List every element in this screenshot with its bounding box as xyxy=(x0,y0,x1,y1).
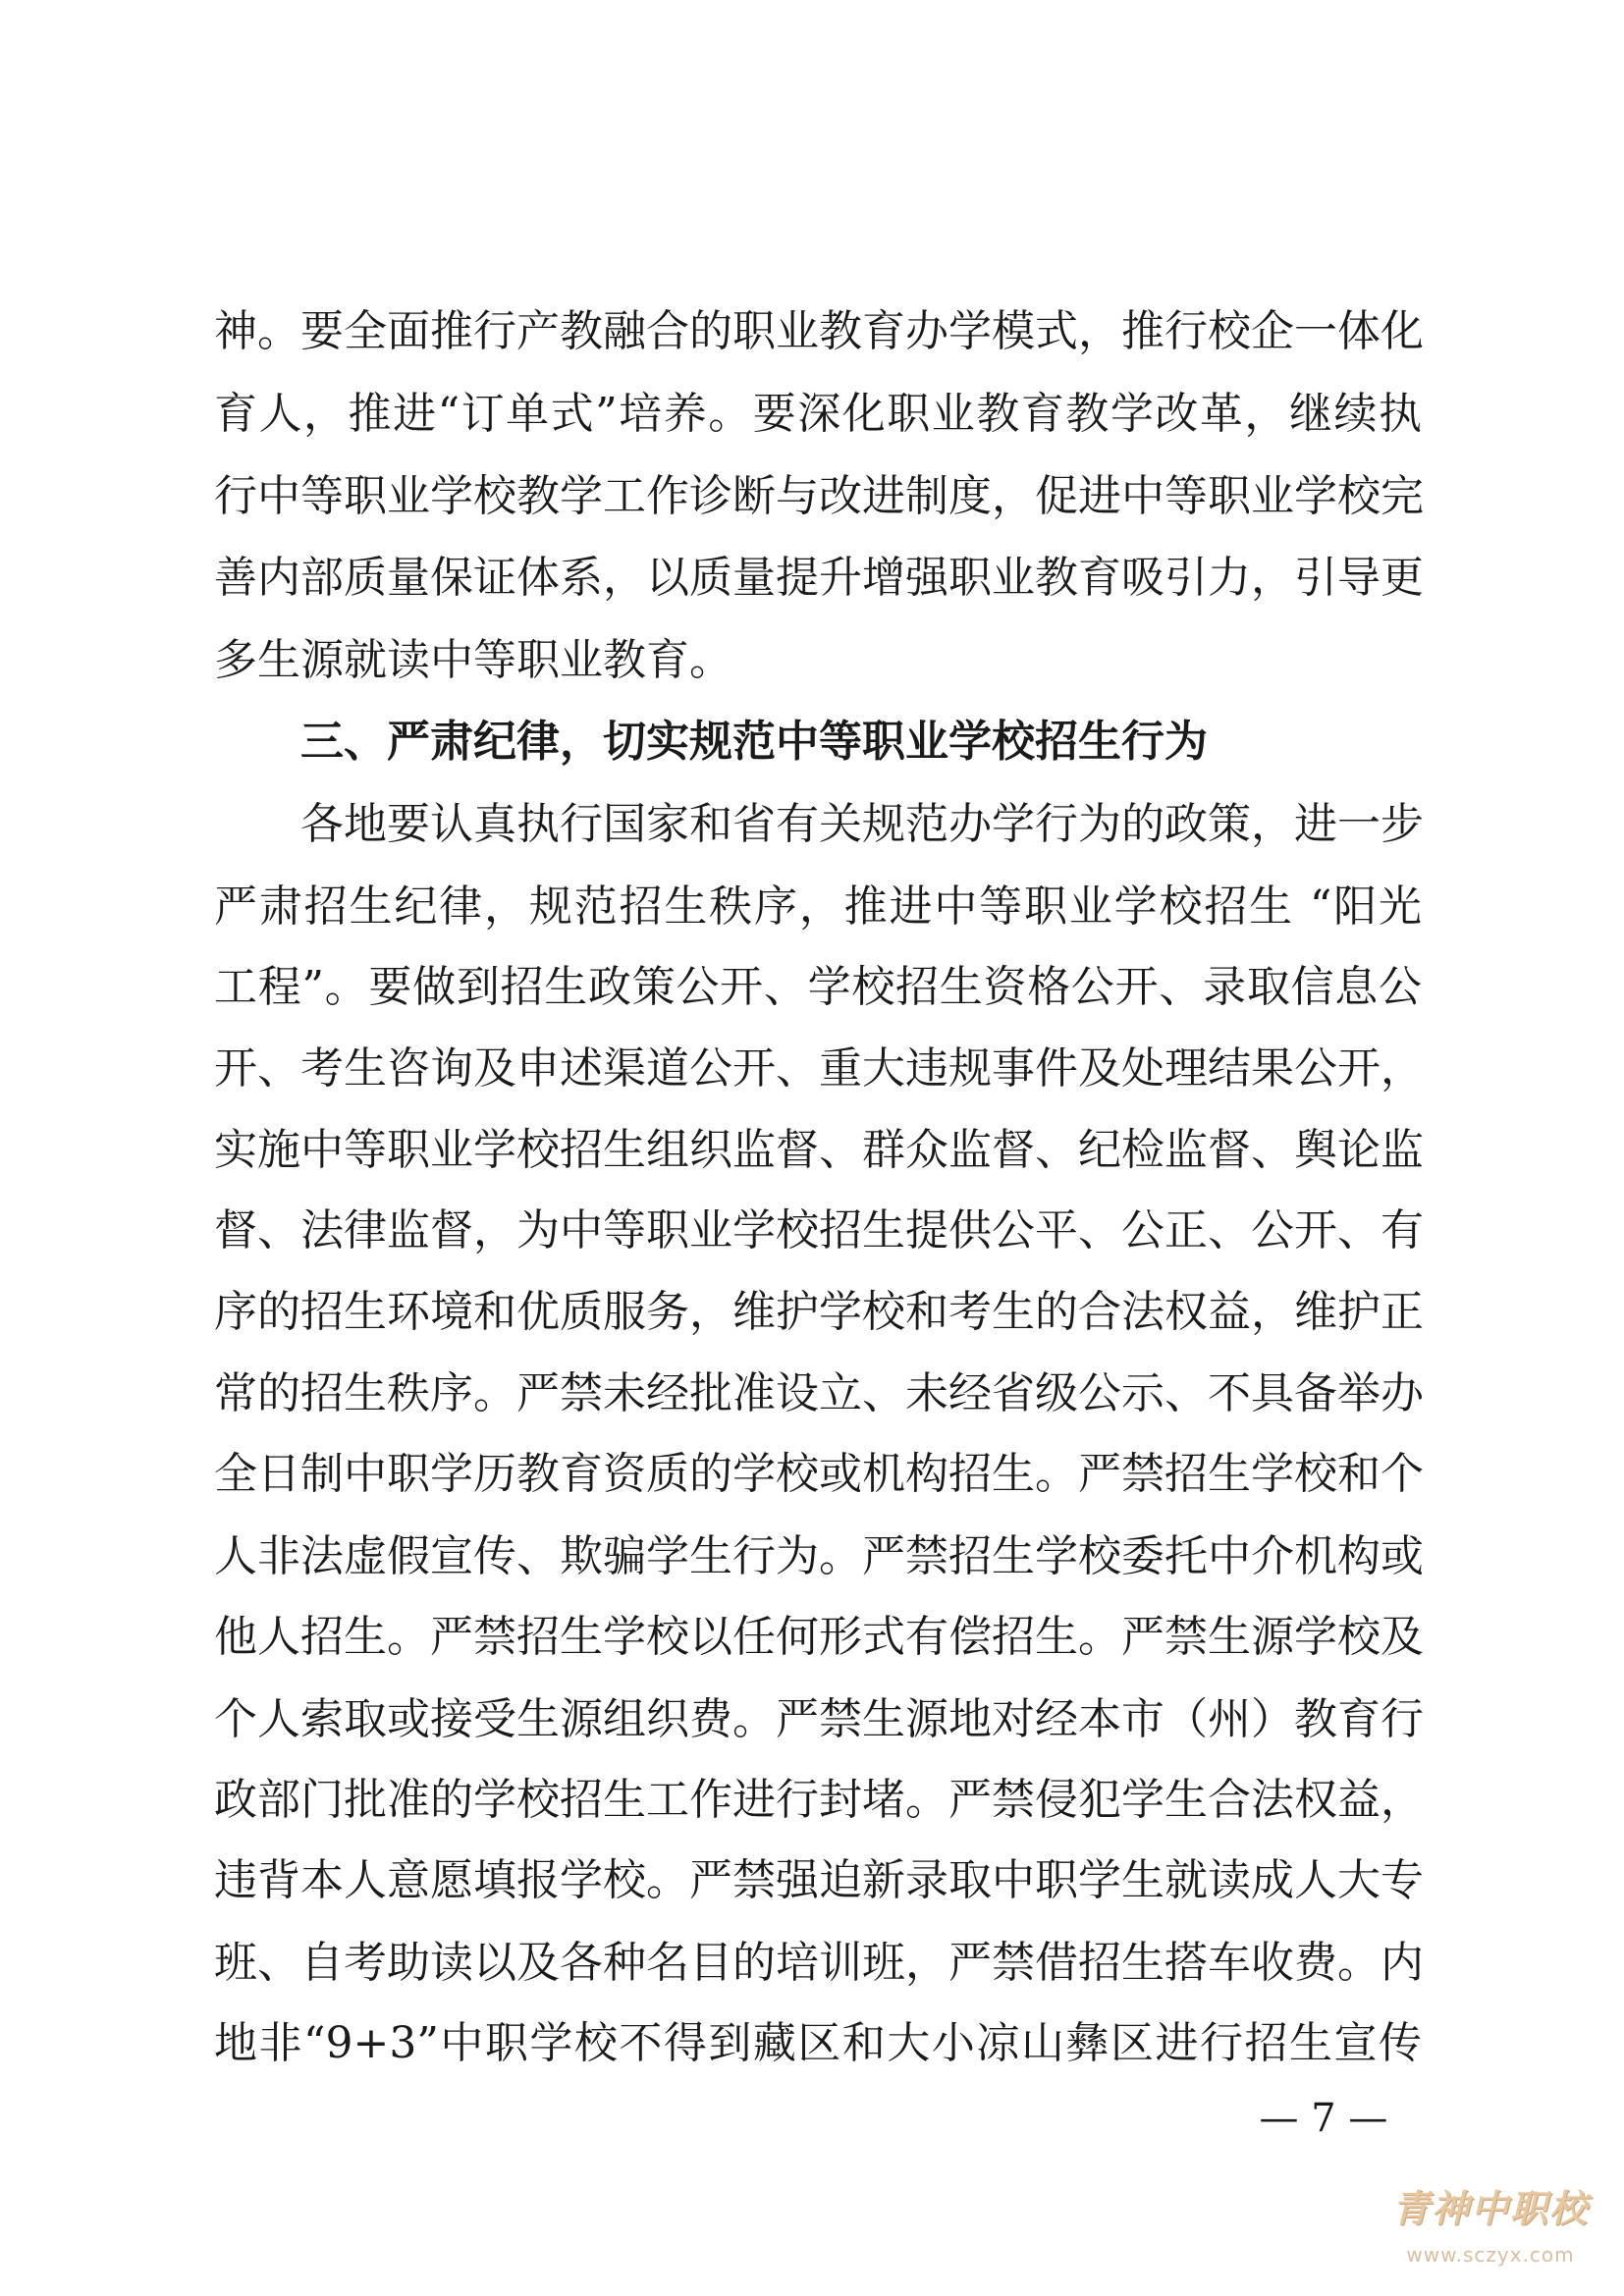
section-line: 开、考生咨询及申述渠道公开、重大违规事件及处理结果公开， xyxy=(214,1043,1424,1094)
section-line: 各地要认真执行国家和省有关规范办学行为的政策，进一步 xyxy=(300,799,1424,849)
section-line: 违背本人意愿填报学校。严禁强迫新录取中职学生就读成人大专 xyxy=(214,1855,1424,1905)
body-line: 育人，推进“订单式”培养。要深化职业教育教学改革，继续执 xyxy=(214,389,1422,439)
body-line: 善内部质量保证体系，以质量提升增强职业教育吸引力，引导更 xyxy=(214,553,1424,603)
section-line: 全日制中职学历教育资质的学校或机构招生。严禁招生学校和个 xyxy=(214,1449,1424,1499)
section-line: 督、法律监督，为中等职业学校招生提供公平、公正、公开、有 xyxy=(214,1205,1424,1255)
body-line: 神。要全面推行产教融合的职业教育办学模式，推行校企一体化 xyxy=(214,306,1424,356)
watermark-url: www.sczyx.com xyxy=(1406,2243,1575,2267)
section-line: 严肃招生纪律，规范招生秩序，推进中等职业学校招生 “阳光 xyxy=(214,881,1422,932)
section-line: 班、自考助读以及各种名目的培训班，严禁借招生搭车收费。内 xyxy=(214,1938,1424,1988)
section-line: 个人索取或接受生源组织费。严禁生源地对经本市（州）教育行 xyxy=(214,1694,1424,1744)
site-watermark xyxy=(1373,2181,1608,2279)
section-line: 人非法虚假宣传、欺骗学生行为。严禁招生学校委托中介机构或 xyxy=(214,1531,1424,1581)
section-line: 实施中等职业学校招生组织监督、群众监督、纪检监督、舆论监 xyxy=(214,1125,1424,1175)
section-line: 序的招生环境和优质服务，维护学校和考生的合法权益，维护正 xyxy=(214,1287,1424,1337)
body-line: 行中等职业学校教学工作诊断与改进制度，促进中等职业学校完 xyxy=(214,471,1424,521)
watermark-brand: 青神中职校 xyxy=(1391,2187,1589,2230)
section-heading: 三、严肃纪律，切实规范中等职业学校招生行为 xyxy=(300,717,1208,767)
page-number: — 7 — xyxy=(1259,2096,1388,2141)
section-line: 他人招生。严禁招生学校以任何形式有偿招生。严禁生源学校及 xyxy=(214,1612,1424,1662)
section-line: 政部门批准的学校招生工作进行封堵。严禁侵犯学生合法权益， xyxy=(214,1775,1424,1825)
body-line: 多生源就读中等职业教育。 xyxy=(214,635,732,685)
section-line: 常的招生秩序。严禁未经批准设立、未经省级公示、不具备举办 xyxy=(214,1368,1424,1418)
section-line: 工程”。要做到招生政策公开、学校招生资格公开、录取信息公 xyxy=(214,962,1422,1012)
section-line: 地非“9+3”中职学校不得到藏区和大小凉山彝区进行招生宣传 xyxy=(214,2018,1422,2068)
